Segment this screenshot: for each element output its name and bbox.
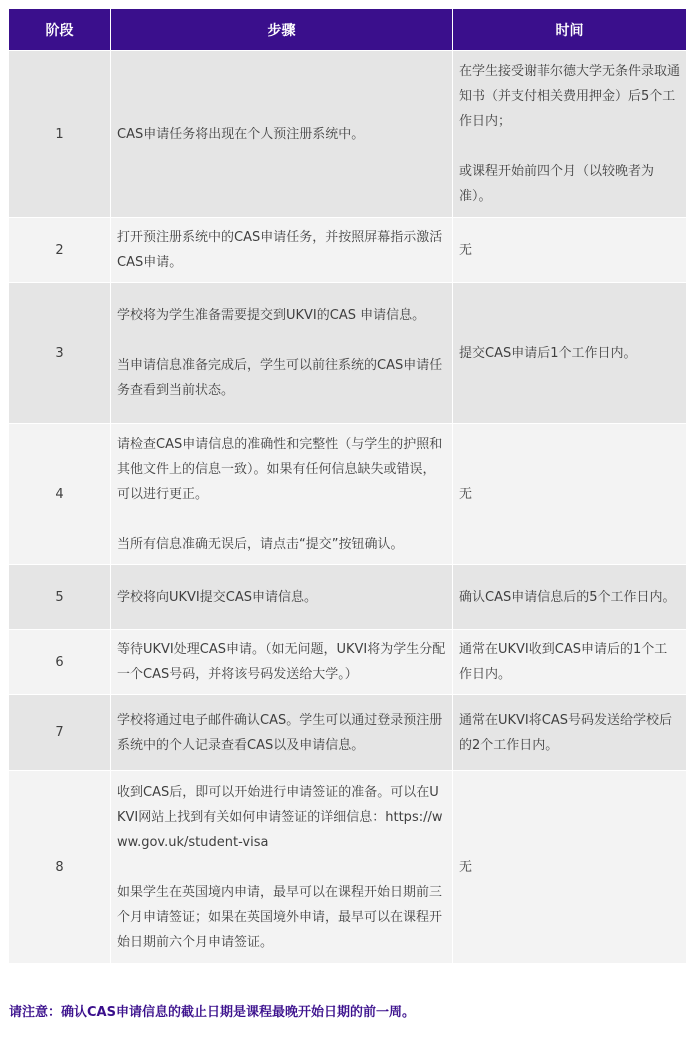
step-cell bbox=[111, 694, 453, 770]
step-text: 收到CAS后，即可以开始进行申请签证的准备。可以在UKVI网站上找到有关如何申请签证的详细信息：https://www.gov.uk/student-visa bbox=[117, 784, 443, 850]
step-cell bbox=[111, 50, 453, 217]
table-row bbox=[9, 694, 686, 770]
table-row bbox=[9, 564, 686, 629]
table-row bbox=[9, 629, 686, 694]
step-text: CAS申请任务将出现在个人预注册系统中。 bbox=[117, 126, 365, 142]
step-text: 学校将通过电子邮件确认CAS。学生可以通过登录预注册系统中的个人记录查看CAS以及申请信息。 bbox=[117, 712, 443, 753]
stage-cell: 5 bbox=[9, 564, 111, 629]
step-text: 学校将向UKVI提交CAS申请信息。 bbox=[117, 589, 317, 605]
stage-cell: 4 bbox=[9, 423, 111, 564]
stage-cell: 6 bbox=[9, 629, 111, 694]
stage-cell: 7 bbox=[9, 694, 111, 770]
stage-cell: 2 bbox=[9, 217, 111, 282]
step-text: 如果学生在英国境内申请，最早可以在课程开始日期前三个月申请签证；如果在英国境外申请，最早可以在课程开始日期前六个月申请签证。 bbox=[117, 884, 443, 950]
header-stage: 阶段 bbox=[9, 9, 111, 50]
time-text: 无 bbox=[459, 859, 473, 875]
step-text: 打开预注册系统中的CAS申请任务，并按照屏幕指示激活CAS申请。 bbox=[117, 230, 443, 270]
step-text: 当申请信息准备完成后，学生可以前往系统的CAS申请任务查看到当前状态。 bbox=[117, 358, 443, 398]
step-cell bbox=[111, 282, 453, 423]
time-cell bbox=[453, 282, 686, 423]
time-text: 通常在UKVI将CAS号码发送给学校后的2个工作日内。 bbox=[459, 712, 672, 753]
time-cell bbox=[453, 50, 686, 217]
step-cell bbox=[111, 564, 453, 629]
time-cell bbox=[453, 694, 686, 770]
time-text: 确认CAS申请信息后的5个工作日内。 bbox=[459, 589, 676, 605]
deadline-note: 请注意：确认CAS申请信息的截止日期是课程最晚开始日期的前一周。 bbox=[9, 1005, 415, 1020]
table-row bbox=[9, 282, 686, 423]
table-row bbox=[9, 770, 686, 963]
time-text: 或课程开始前四个月（以较晚者为准）。 bbox=[459, 164, 655, 204]
step-text: 学校将为学生准备需要提交到UKVI的CAS 申请信息。 bbox=[117, 308, 426, 323]
time-text: 在学生接受谢菲尔德大学无条件录取通知书（并支付相关费用押金）后5个工作日内； bbox=[459, 64, 681, 129]
step-cell bbox=[111, 629, 453, 694]
time-text: 通常在UKVI收到CAS申请后的1个工作日内。 bbox=[459, 642, 668, 682]
step-text: 当所有信息准确无误后，请点击“提交”按钮确认。 bbox=[117, 536, 404, 552]
table-header-row bbox=[9, 9, 686, 50]
header-step: 步骤 bbox=[111, 9, 453, 50]
time-cell bbox=[453, 217, 686, 282]
step-cell bbox=[111, 423, 453, 564]
table-row bbox=[9, 50, 686, 217]
time-text: 提交CAS申请后1个工作日内。 bbox=[459, 345, 637, 361]
cas-steps-table bbox=[9, 9, 686, 963]
time-cell bbox=[453, 423, 686, 564]
time-text: 无 bbox=[459, 486, 473, 502]
time-cell bbox=[453, 770, 686, 963]
time-cell bbox=[453, 564, 686, 629]
table-row bbox=[9, 217, 686, 282]
stage-cell: 1 bbox=[9, 50, 111, 217]
time-text: 无 bbox=[459, 242, 473, 258]
stage-cell: 3 bbox=[9, 282, 111, 423]
stage-cell: 8 bbox=[9, 770, 111, 963]
table-row bbox=[9, 423, 686, 564]
header-time: 时间 bbox=[453, 9, 686, 50]
step-text: 等待UKVI处理CAS申请。（如无问题，UKVI将为学生分配一个CAS号码，并将该号码发送给大学。） bbox=[117, 642, 446, 682]
step-text: 请检查CAS申请信息的准确性和完整性（与学生的护照和其他文件上的信息一致）。如果有任何信息缺失或错误，可以进行更正。 bbox=[117, 436, 443, 502]
time-cell bbox=[453, 629, 686, 694]
step-cell bbox=[111, 770, 453, 963]
step-cell bbox=[111, 217, 453, 282]
